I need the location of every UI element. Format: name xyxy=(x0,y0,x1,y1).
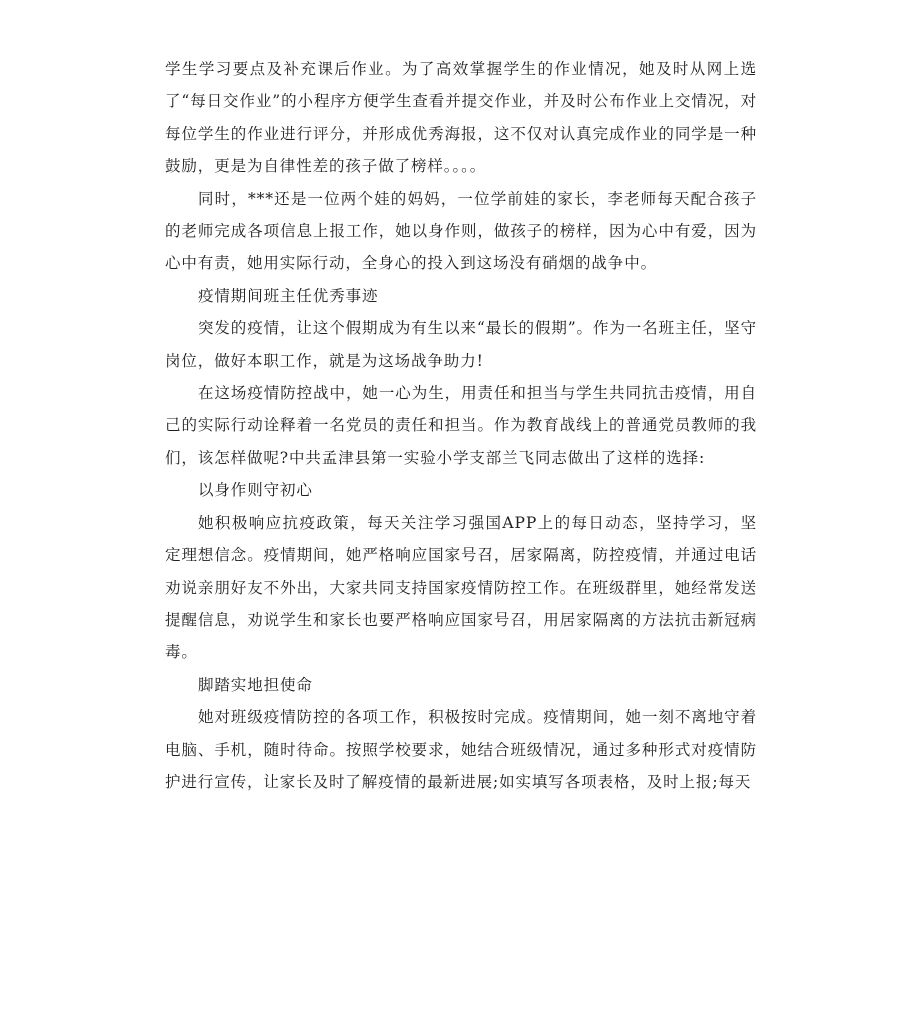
section-heading-title: 疫情期间班主任优秀事迹 xyxy=(198,286,379,305)
section-heading-example: 以身作则守初心 xyxy=(198,481,313,500)
section-heading-mission: 脚踏实地担使命 xyxy=(198,675,313,694)
paragraph-class-work: 她对班级疫情防控的各项工作，积极按时完成。疫情期间，她一刻不离地守着电脑、手机，随时待命。按照学校要求，她结合班级情况，通过多种形式对疫情防护进行宣传，让家长及时了解疫情的最新进展;如实填写各项表格，及时上报;每天 xyxy=(165,708,757,791)
paragraph-party-member: 在这场疫情防控战中，她一心为生，用责任和担当与学生共同抗击疫情，用自己的实际行动诠释着一名党员的责任和担当。作为教育战线上的普通党员教师的我们，该怎样做呢?中共孟津县第一实验小学支部兰飞同志做出了这样的选择: xyxy=(165,384,757,467)
document-body xyxy=(165,53,757,798)
paragraph-sudden-epidemic: 突发的疫情，让这个假期成为有生以来“最长的假期”。作为一名班主任，坚守岗位，做好本职工作，就是为这场战争助力! xyxy=(165,319,757,370)
paragraph-policy-response: 她积极响应抗疫政策，每天关注学习强国APP上的每日动态，坚持学习，坚定理想信念。疫情期间，她严格响应国家号召，居家隔离，防控疫情，并通过电话劝说亲朋好友不外出，大家共同支持国家疫情防控工作。在班级群里，她经常发送提醒信息，劝说学生和家长也要严格响应国家号召，用居家隔离的方法抗击新冠病毒。 xyxy=(165,513,757,662)
paragraph-mother-role: 同时，***还是一位两个娃的妈妈，一位学前娃的家长，李老师每天配合孩子的老师完成各项信息上报工作，她以身作则，做孩子的榜样，因为心中有爱，因为心中有责，她用实际行动，全身心的投入到这场没有硝烟的战争中。 xyxy=(165,189,757,273)
paragraph-homework: 学生学习要点及补充课后作业。为了高效掌握学生的作业情况，她及时从网上选了“每日交作业”的小程序方便学生查看并提交作业，并及时公布作业上交情况，对每位学生的作业进行评分，并形成优秀海报，这不仅对认真完成作业的同学是一种鼓励，更是为自律性差的孩子做了榜样。。。。 xyxy=(165,60,757,176)
